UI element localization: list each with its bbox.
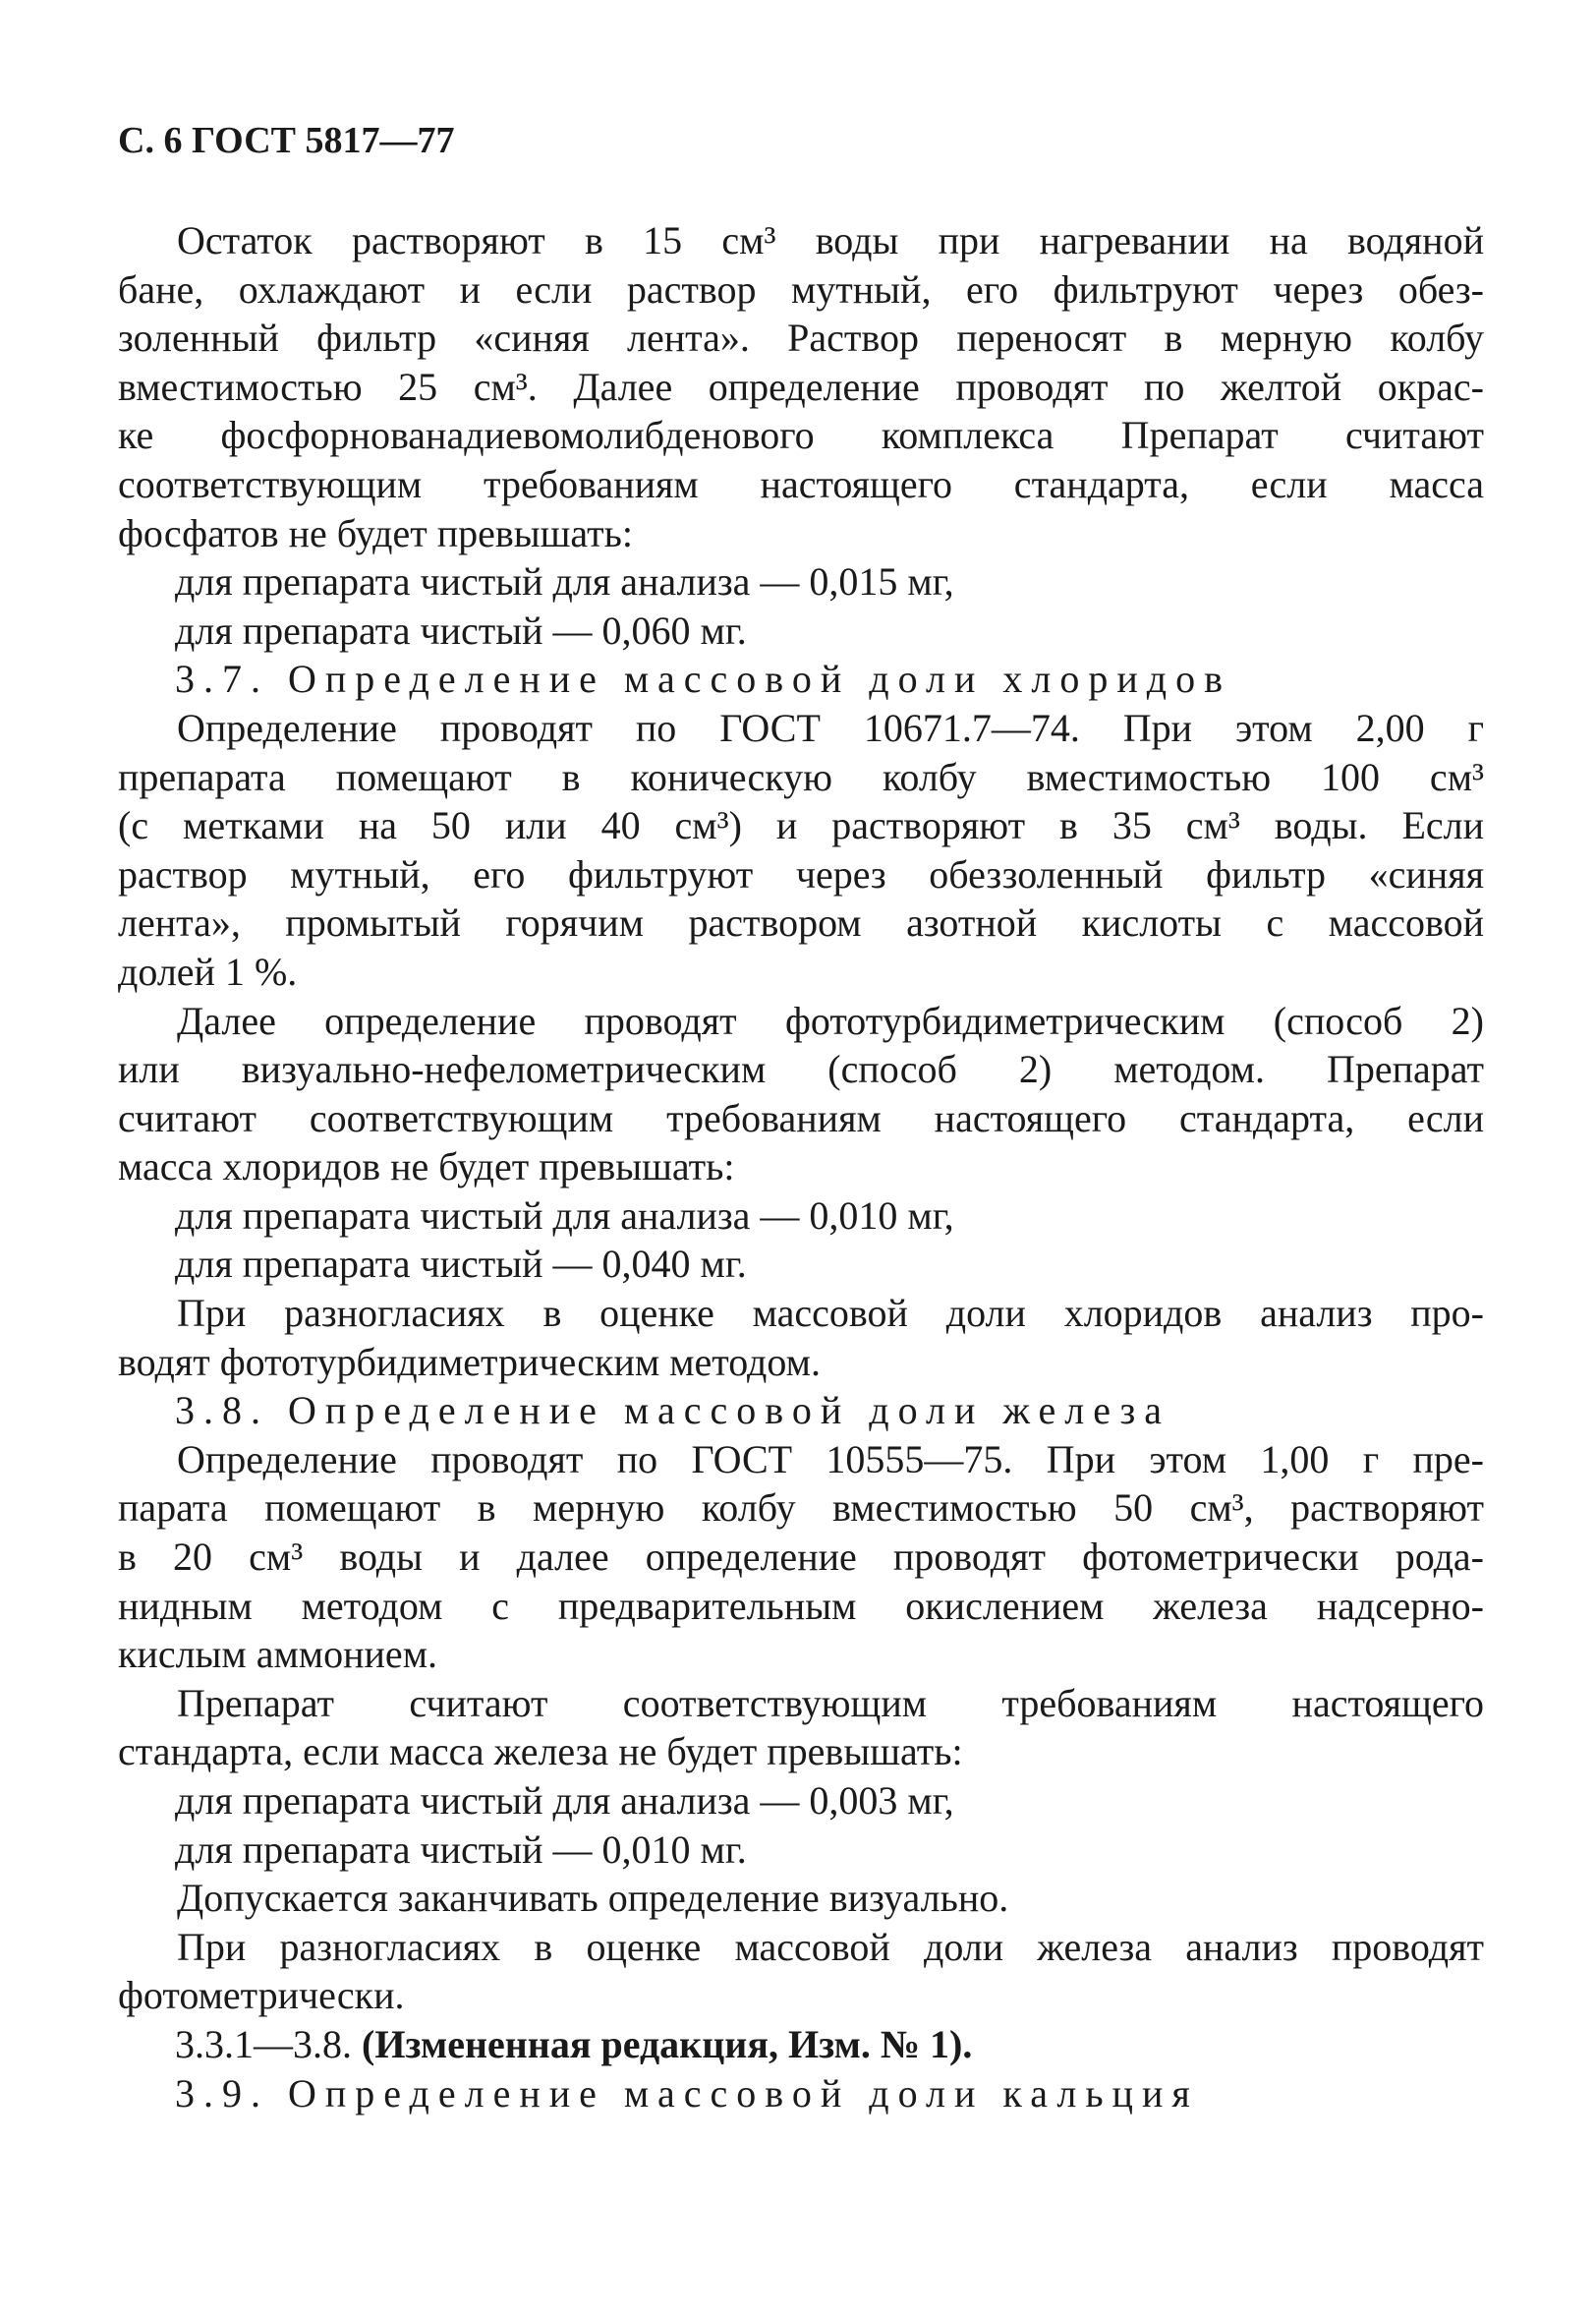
text-line: Препарат считают соответствующим требованиям настоящего (177, 1680, 1484, 1725)
text-line: вместимостью 25 см³. Далее определение проводят по желтой окрас- (118, 364, 1484, 409)
text-line: При разногласиях в оценке массовой доли хлоридов анализ про- (177, 1291, 1484, 1336)
section-heading: 3.8. Определение массовой доли железа (175, 1388, 1171, 1433)
text-line: ке фосфорнованадиевомолибденового комплекса Препарат считают (118, 413, 1484, 458)
list-item: для препарата чистый — 0,040 мг. (175, 1242, 747, 1287)
text-line: Допускается заканчивать определение визуально. (177, 1876, 1009, 1921)
text-line: водят фототурбидиметрическим методом. (118, 1339, 821, 1384)
text-line: нидным методом с предварительным окислением железа надсерно- (118, 1583, 1484, 1628)
text-line: раствор мутный, его фильтруют через обеззоленный фильтр «синяя (118, 851, 1484, 897)
text-line: долей 1 %. (118, 949, 298, 994)
text-line: Определение проводят по ГОСТ 10671.7—74. При этом 2,00 г (177, 705, 1484, 750)
text-line: бане, охлаждают и если раствор мутный, его фильтруют через обез- (118, 266, 1484, 312)
list-item: для препарата чистый для анализа — 0,010 мг, (175, 1192, 954, 1238)
text-line: (с метками на 50 или 40 см³) и растворяют в 35 см³ воды. Если (118, 803, 1484, 848)
text-line: фосфатов не будет превышать: (118, 510, 633, 555)
text-line: соответствующим требованиям настоящего стандарта, если масса (118, 461, 1484, 506)
text-line: стандарта, если масса железа не будет превышать: (118, 1729, 963, 1774)
text-line: При разногласиях в оценке массовой доли железа анализ проводят (177, 1924, 1484, 1969)
text-line: Далее определение проводят фототурбидиметрическим (способ 2) (177, 998, 1484, 1043)
text-line: в 20 см³ воды и далее определение проводят фотометрически рода- (118, 1535, 1484, 1580)
page-header: С. 6 ГОСТ 5817—77 (118, 120, 455, 161)
text-line: или визуально-нефелометрическим (способ 2) методом. Препарат (118, 1047, 1484, 1092)
amendment-range: 3.3.1—3.8. (175, 2021, 352, 2066)
text-line: золенный фильтр «синяя лента». Раствор переносят в мерную колбу (118, 316, 1484, 361)
section-heading: 3.9. Определение массовой доли кальция (175, 2070, 1199, 2115)
text-line: фотометрически. (118, 1973, 405, 2018)
document-page (118, 116, 1484, 2117)
text-line: масса хлоридов не будет превышать: (118, 1144, 735, 1189)
text-line: лента», промытый горячим раствором азотной кислоты с массовой (118, 900, 1484, 946)
text-line: кислым аммонием. (118, 1632, 437, 1677)
amendment-note (118, 2020, 1484, 2069)
list-item: для препарата чистый — 0,060 мг. (175, 608, 747, 653)
section-heading: 3.7. Определение массовой доли хлоридов (175, 657, 1232, 702)
list-item: для препарата чистый для анализа — 0,015 мг, (175, 559, 954, 605)
text-line: парата помещают в мерную колбу вместимостью 50 см³, растворяют (118, 1485, 1484, 1531)
text-line: Остаток растворяют в 15 см³ воды при нагревании на водяной (177, 218, 1484, 262)
text-line: считают соответствующим требованиям настоящего стандарта, если (118, 1095, 1484, 1140)
amendment-label: (Измененная редакция, Изм. № 1). (362, 2021, 973, 2066)
list-item: для препарата чистый для анализа — 0,003 мг, (175, 1778, 954, 1823)
list-item: для препарата чистый — 0,010 мг. (175, 1826, 747, 1872)
text-line: Определение проводят по ГОСТ 10555—75. При этом 1,00 г пре- (177, 1436, 1484, 1481)
text-line: препарата помещают в коническую колбу вместимостью 100 см³ (118, 754, 1484, 799)
